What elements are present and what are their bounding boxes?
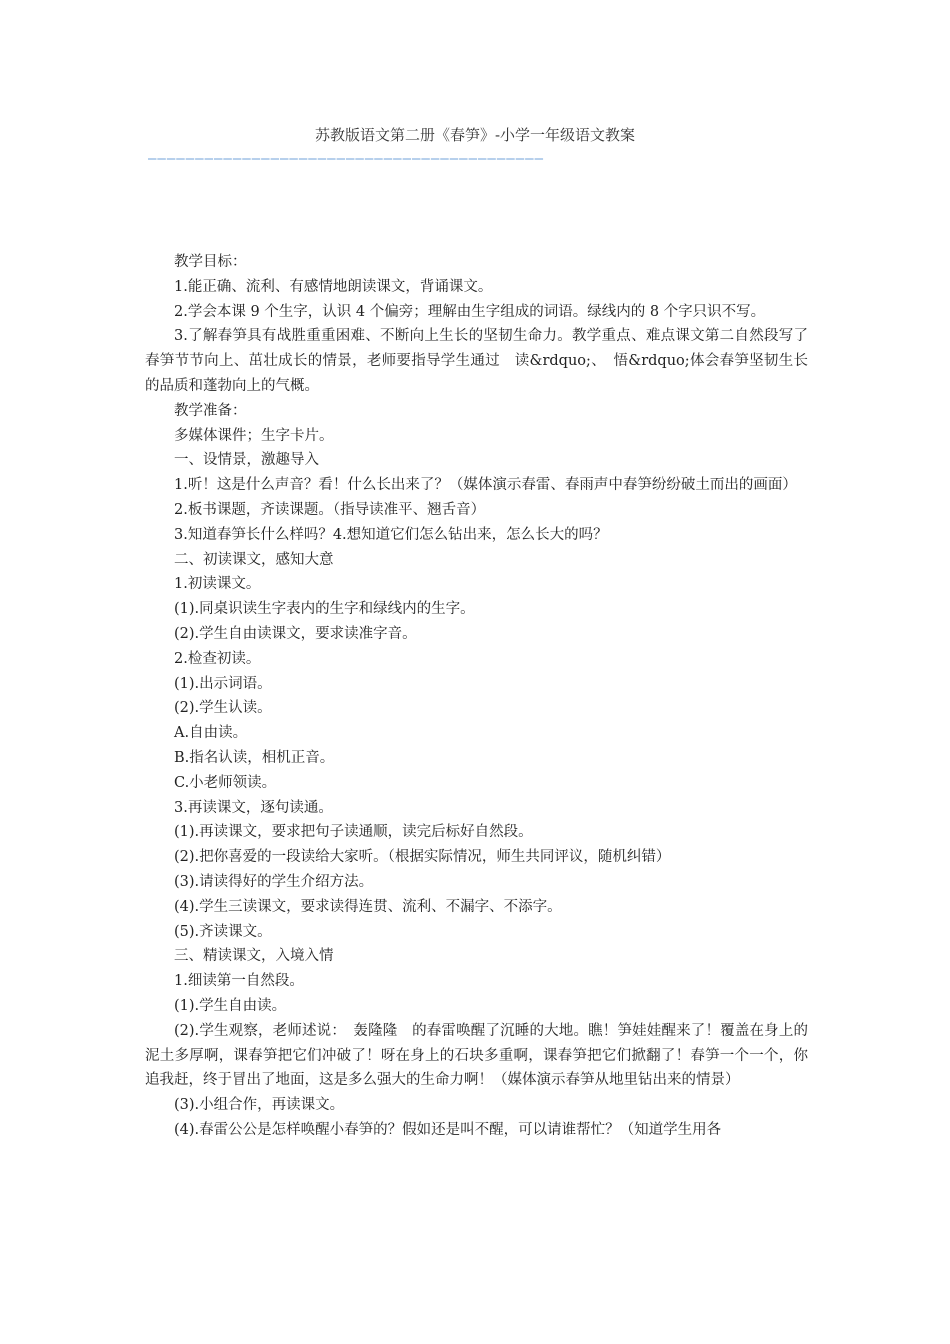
body-paragraph: 三、精读课文，入境入情 xyxy=(174,948,334,965)
body-paragraph: 3.了解春笋具有战胜重重困难、不断向上生长的坚韧生命力。教学重点、难点课文第二自然段写了春笋节节向上、茁壮成长的情景，老师要指导学生通过 读&rdquo;、 悟&rdquo;体会春笋坚韧生长的品质和蓬勃向上的气概。 xyxy=(145,328,808,394)
body-paragraph: C.小老师领读。 xyxy=(174,774,277,791)
body-paragraph: 3.再读课文，逐句读通。 xyxy=(174,799,333,816)
body-paragraph: (4).学生三读课文，要求读得连贯、流利、不漏字、不添字。 xyxy=(174,898,562,915)
body-paragraph: (3).小组合作，再读课文。 xyxy=(174,1097,345,1114)
body-paragraph: 1.听！这是什么声音？看！什么长出来了？（媒体演示春雷、春雨声中春笋纷纷破土而出的画面） xyxy=(174,477,797,494)
body-paragraph: 1.细读第一自然段。 xyxy=(174,973,304,990)
body-paragraph: 2.检查初读。 xyxy=(174,650,261,667)
body-paragraph: B.指名认读，相机正音。 xyxy=(174,749,335,766)
body-paragraph: 3.知道春笋长什么样吗？4.想知道它们怎么钻出来，怎么长大的吗？ xyxy=(174,526,608,543)
title-divider: —————————————————————————————————————————— xyxy=(148,151,545,167)
body-paragraph: 二、初读课文，感知大意 xyxy=(174,551,334,568)
body-paragraph: (5).齐读课文。 xyxy=(174,923,272,940)
body-paragraph: 教学准备： xyxy=(174,402,247,419)
body-paragraph: 2.学会本课 9 个生字，认识 4 个偏旁；理解由生字组成的词语。绿线内的 8 个字只识不写。 xyxy=(174,303,766,320)
body-paragraph: 多媒体课件；生字卡片。 xyxy=(174,427,334,444)
body-paragraph: 教学目标： xyxy=(174,254,247,270)
body-paragraph: (2).学生认读。 xyxy=(174,700,272,717)
body-paragraph: 2.板书课题，齐读课题。（指导读准平、翘舌音） xyxy=(174,501,486,518)
body-paragraph: 1.能正确、流利、有感情地朗读课文，背诵课文。 xyxy=(174,278,493,295)
body-paragraph: (2).学生观察，老师述说： 轰隆隆 的春雷唤醒了沉睡的大地。瞧！笋娃娃醒来了！覆盖在身上的泥土多厚啊，课春笋把它们冲破了！呀在身上的石块多重啊，课春笋把它们掀翻了！春笋一个一个，你追我赶，终于冒出了地面，这是多么强大的生命力啊！（媒体演示春笋从地里钻出来的情景） xyxy=(145,1022,808,1089)
body-paragraph: (2).学生自由读课文，要求读准字音。 xyxy=(174,625,417,642)
body-paragraph: (2).把你喜爱的一段读给大家听。（根据实际情况，师生共同评议，随机纠错） xyxy=(174,849,671,866)
body-paragraph: 一、设情景，激趣导入 xyxy=(174,452,319,469)
body-paragraph: (1).再读课文，要求把句子读通顺，读完后标好自然段。 xyxy=(174,824,533,841)
body-paragraph: (1).出示词语。 xyxy=(174,675,272,692)
body-paragraph: A.自由读。 xyxy=(174,725,248,742)
body-paragraph: (4).春雷公公是怎样唤醒小春笋的？假如还是叫不醒，可以请谁帮忙？（知道学生用各 xyxy=(174,1121,722,1138)
body-paragraph: (3).请读得好的学生介绍方法。 xyxy=(174,873,374,890)
body-paragraph: (1).学生自由读。 xyxy=(174,997,287,1014)
document-title: 苏教版语文第二册《春笋》-小学一年级语文教案 xyxy=(314,126,636,144)
document-body xyxy=(145,250,808,1143)
body-paragraph: 1.初读课文。 xyxy=(174,576,261,593)
body-paragraph: (1).同桌识读生字表内的生字和绿线内的生字。 xyxy=(174,601,475,618)
